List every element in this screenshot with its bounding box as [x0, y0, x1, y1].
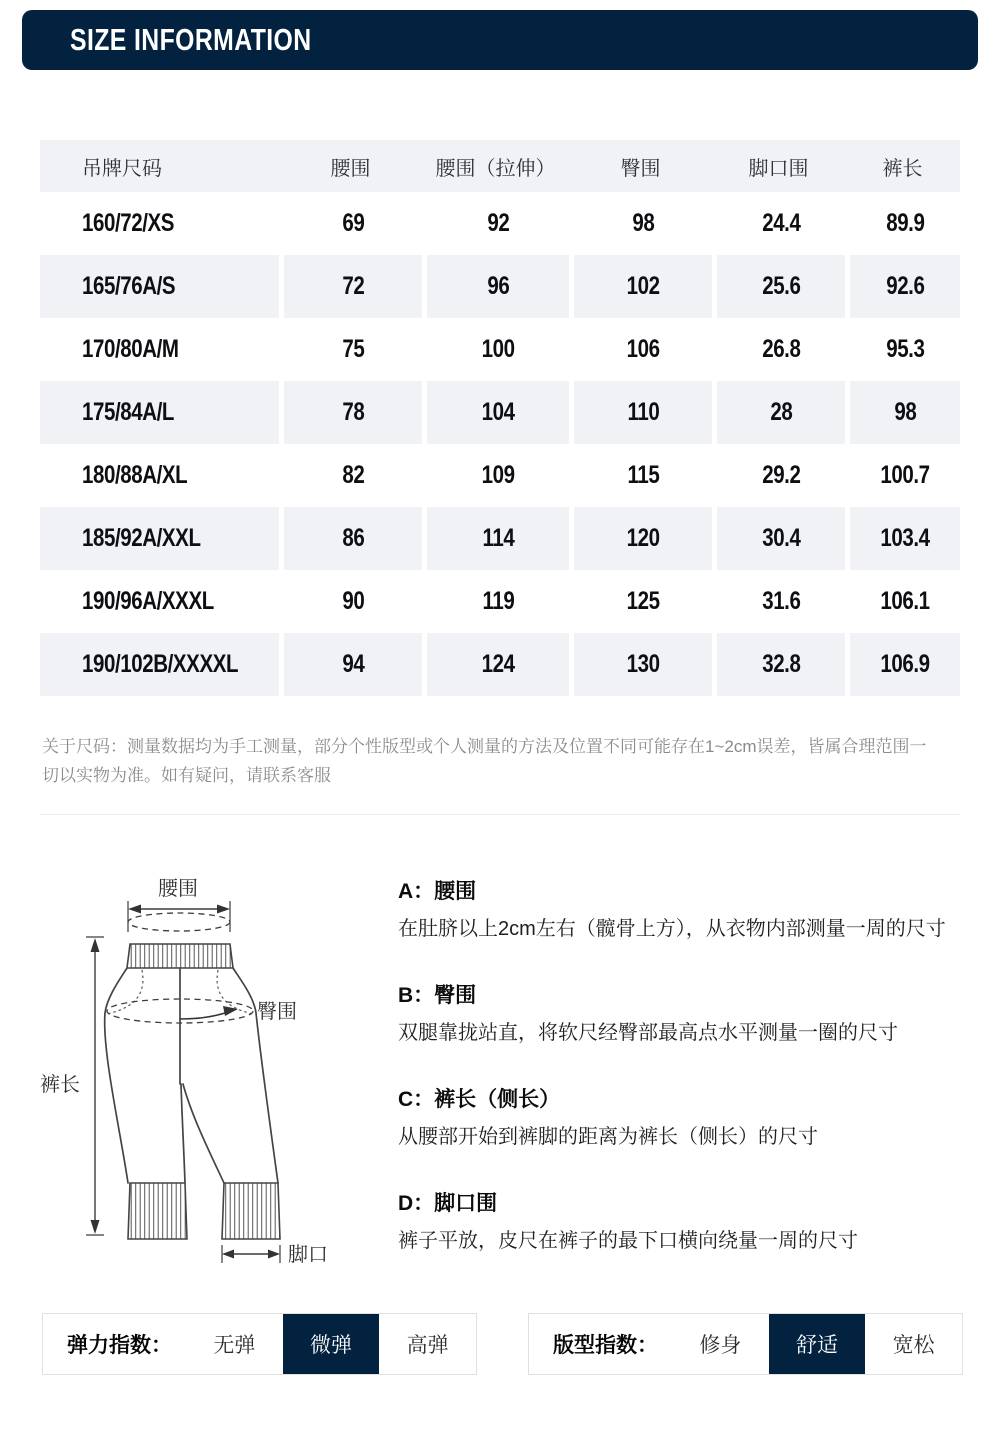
length-value: 98 [894, 398, 916, 426]
size-value: 160/72/XS [82, 209, 175, 237]
guide-title: A：腰围 [398, 880, 477, 904]
measure-guide-section [30, 861, 960, 1291]
pants-outline [105, 968, 278, 1183]
waist-stretch-value: 124 [481, 650, 515, 678]
hip-label: 臀围 [257, 1001, 297, 1024]
size-value: 190/102B/XXXXL [82, 650, 239, 678]
fit-option-loose: 宽松 [892, 1334, 935, 1358]
length-value: 92.6 [885, 272, 925, 300]
waistband [127, 944, 233, 968]
left-cuff [128, 1183, 187, 1239]
waist-value: 69 [342, 209, 364, 237]
table-row [40, 633, 960, 696]
hem-value: 25.6 [761, 272, 801, 300]
waist-stretch-value: 114 [482, 524, 514, 552]
table-row [40, 381, 960, 444]
hip-value: 98 [632, 209, 654, 237]
elasticity-index-box [42, 1313, 477, 1375]
length-value: 106.9 [880, 650, 930, 678]
waist-value: 94 [342, 650, 364, 678]
fit-option-comfort: 舒适 [769, 1314, 866, 1374]
elasticity-option-slight: 微弹 [283, 1314, 380, 1374]
hem-value: 24.4 [761, 209, 801, 237]
hem-value: 30.4 [761, 524, 801, 552]
guide-item-waist [398, 875, 960, 944]
size-value: 185/92A/XXL [82, 524, 201, 552]
hip-value: 125 [626, 587, 660, 615]
section-title: SIZE INFORMATION [70, 22, 312, 57]
table-row [40, 570, 960, 633]
waist-arrow-left [128, 905, 141, 914]
waist-stretch-value: 104 [481, 398, 515, 426]
guide-desc: 在肚脐以上2cm左右（髋骨上方），从衣物内部测量一周的尺寸 [398, 918, 946, 941]
hem-arrow-left [222, 1250, 234, 1259]
length-value: 89.9 [885, 209, 925, 237]
fit-option-slim: 修身 [699, 1334, 742, 1358]
waist-value: 78 [342, 398, 364, 426]
hem-arrow-right [268, 1250, 280, 1259]
guide-item-hip [398, 979, 960, 1048]
hem-value: 32.8 [761, 650, 801, 678]
hem-value: 26.8 [761, 335, 801, 363]
hip-value: 115 [627, 461, 659, 489]
length-value: 103.4 [880, 524, 930, 552]
pants-diagram [30, 861, 390, 1271]
right-cuff [222, 1183, 280, 1239]
hip-value: 102 [626, 272, 660, 300]
guide-title: C：裤长（侧长） [398, 1088, 561, 1112]
hip-value: 106 [626, 335, 660, 363]
guide-title: B：臀围 [398, 984, 477, 1008]
waist-stretch-value: 100 [481, 335, 515, 363]
elasticity-option-none: 无弹 [213, 1334, 256, 1358]
hip-value: 130 [626, 650, 660, 678]
length-value: 106.1 [880, 587, 930, 615]
column-header-length: 裤长 [882, 157, 923, 180]
size-value: 180/88A/XL [82, 461, 188, 489]
length-arrow-top [91, 938, 100, 952]
waist-stretch-value: 119 [482, 587, 514, 615]
guide-item-hem [398, 1187, 960, 1256]
hem-label: 脚口 [288, 1244, 328, 1267]
guide-title: D：脚口围 [398, 1192, 498, 1216]
guide-item-length [398, 1083, 960, 1152]
waist-value: 86 [342, 524, 364, 552]
hem-value: 28 [770, 398, 792, 426]
column-header-waist-stretch: 腰围（拉伸） [435, 157, 556, 180]
waist-value: 90 [342, 587, 364, 615]
table-row [40, 444, 960, 507]
waist-value: 72 [342, 272, 364, 300]
column-header-waist: 腰围 [330, 157, 371, 180]
hem-value: 31.6 [761, 587, 801, 615]
size-value: 165/76A/S [82, 272, 176, 300]
waist-stretch-value: 96 [487, 272, 509, 300]
elasticity-index-label: 弹力指数： [67, 1334, 172, 1358]
column-header-hip: 臀围 [620, 157, 661, 180]
index-badges-row [42, 1313, 963, 1375]
length-value: 95.3 [885, 335, 925, 363]
fit-index-box [528, 1313, 963, 1375]
size-value: 170/80A/M [82, 335, 179, 363]
measure-guide-text [398, 861, 960, 1291]
section-divider [40, 814, 960, 815]
table-header-row [40, 140, 960, 192]
waist-label: 腰围 [158, 878, 198, 901]
hip-arrow-line [180, 1012, 228, 1019]
length-measure [86, 937, 104, 1235]
table-row [40, 507, 960, 570]
waist-stretch-value: 92 [487, 209, 509, 237]
waist-value: 75 [342, 335, 364, 363]
length-arrow-bottom [91, 1220, 100, 1234]
size-value: 175/84A/L [82, 398, 175, 426]
hip-value: 120 [626, 524, 660, 552]
hip-value: 110 [627, 398, 659, 426]
column-header-size: 吊牌尺码 [82, 157, 162, 180]
size-information-banner [22, 10, 978, 70]
waist-arrow-right [217, 905, 230, 914]
guide-desc: 双腿靠拢站直，将软尺经臀部最高点水平测量一圈的尺寸 [398, 1022, 898, 1045]
table-row [40, 318, 960, 381]
table-row [40, 255, 960, 318]
table-row [40, 192, 960, 255]
length-label: 裤长 [40, 1074, 80, 1097]
column-header-hem: 脚口围 [748, 157, 809, 180]
waist-stretch-value: 109 [481, 461, 515, 489]
fit-index-label: 版型指数： [553, 1334, 658, 1358]
size-table [40, 140, 960, 696]
size-value: 190/96A/XXXL [82, 587, 214, 615]
size-note: 关于尺码：测量数据均为手工测量，部分个性版型或个人测量的方法及位置不同可能存在1~2cm误差，皆属合理范围一切以实物为准。如有疑问，请联系客服 [42, 737, 927, 786]
hem-value: 29.2 [761, 461, 801, 489]
guide-desc: 从腰部开始到裤脚的距离为裤长（侧长）的尺寸 [398, 1126, 818, 1149]
elasticity-option-high: 高弹 [406, 1334, 449, 1358]
length-value: 100.7 [880, 461, 930, 489]
guide-desc: 裤子平放，皮尺在裤子的最下口横向绕量一周的尺寸 [398, 1230, 858, 1253]
waist-value: 82 [342, 461, 364, 489]
